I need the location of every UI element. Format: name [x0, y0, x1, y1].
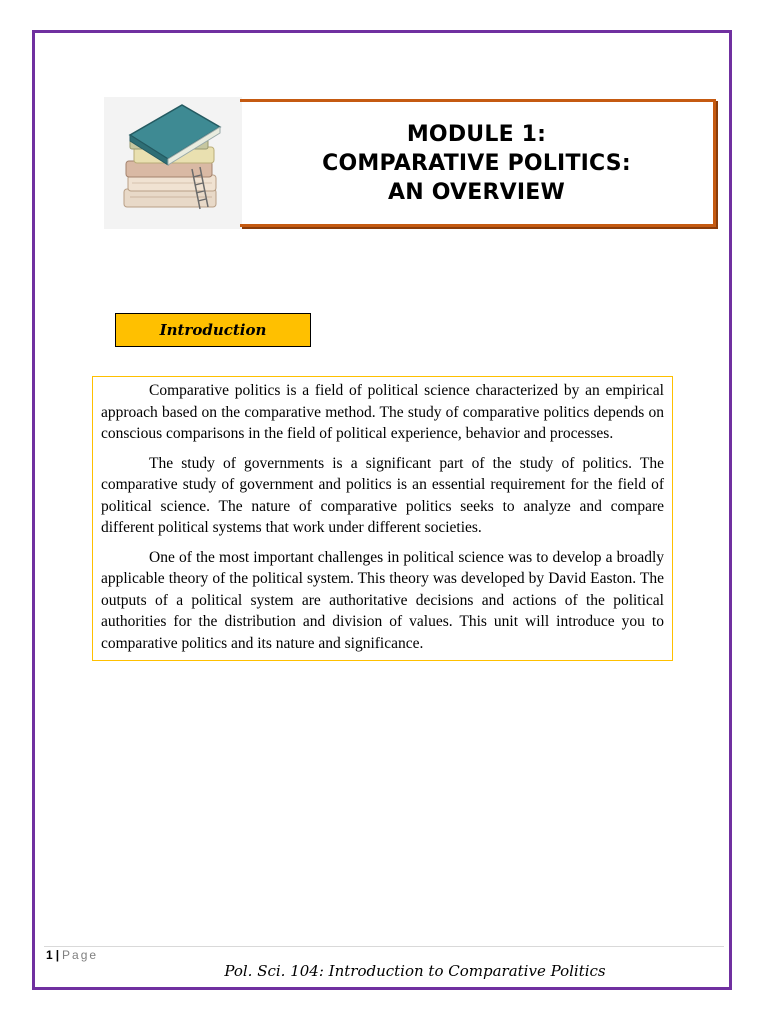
footer-course-title: Pol. Sci. 104: Introduction to Comparative Politics	[224, 962, 606, 980]
book-stack-ladder-icon	[104, 97, 242, 229]
intro-paragraph-1: Comparative politics is a field of political science characterized by an empirical approach based on the comparative method. The study of comparative politics depends on conscious comparisons in the field of political experience, behavior and processes.	[101, 382, 664, 442]
page-number-value: 1	[46, 948, 53, 962]
page-number	[46, 948, 98, 962]
page-word: Page	[62, 948, 99, 962]
intro-paragraph-3: One of the most important challenges in political science was to develop a broadly applicable theory of the political system. This theory was developed by David Easton. The outputs of a political system are authoritative decisions and actions of the political authorities for the distribution and division of values. This unit will introduce you to comparative politics and its nature and significance.	[101, 548, 664, 652]
footer-divider	[44, 946, 724, 947]
module-title	[322, 120, 631, 207]
page-number-separator: |	[55, 948, 60, 962]
section-label-introduction: Introduction	[115, 313, 311, 347]
intro-paragraph-2: The study of governments is a significant part of the study of politics. The comparative study of government and politics is an essential requirement for the field of political science. The nature of comparative politics seeks to analyze and compare different political systems that work under different societies.	[101, 454, 664, 536]
module-title-line-3: AN OVERVIEW	[388, 179, 565, 205]
module-title-box	[240, 99, 716, 227]
introduction-text-box	[92, 376, 673, 661]
module-title-line-1: MODULE 1:	[406, 121, 547, 147]
module-title-line-2: COMPARATIVE POLITICS:	[322, 150, 631, 176]
